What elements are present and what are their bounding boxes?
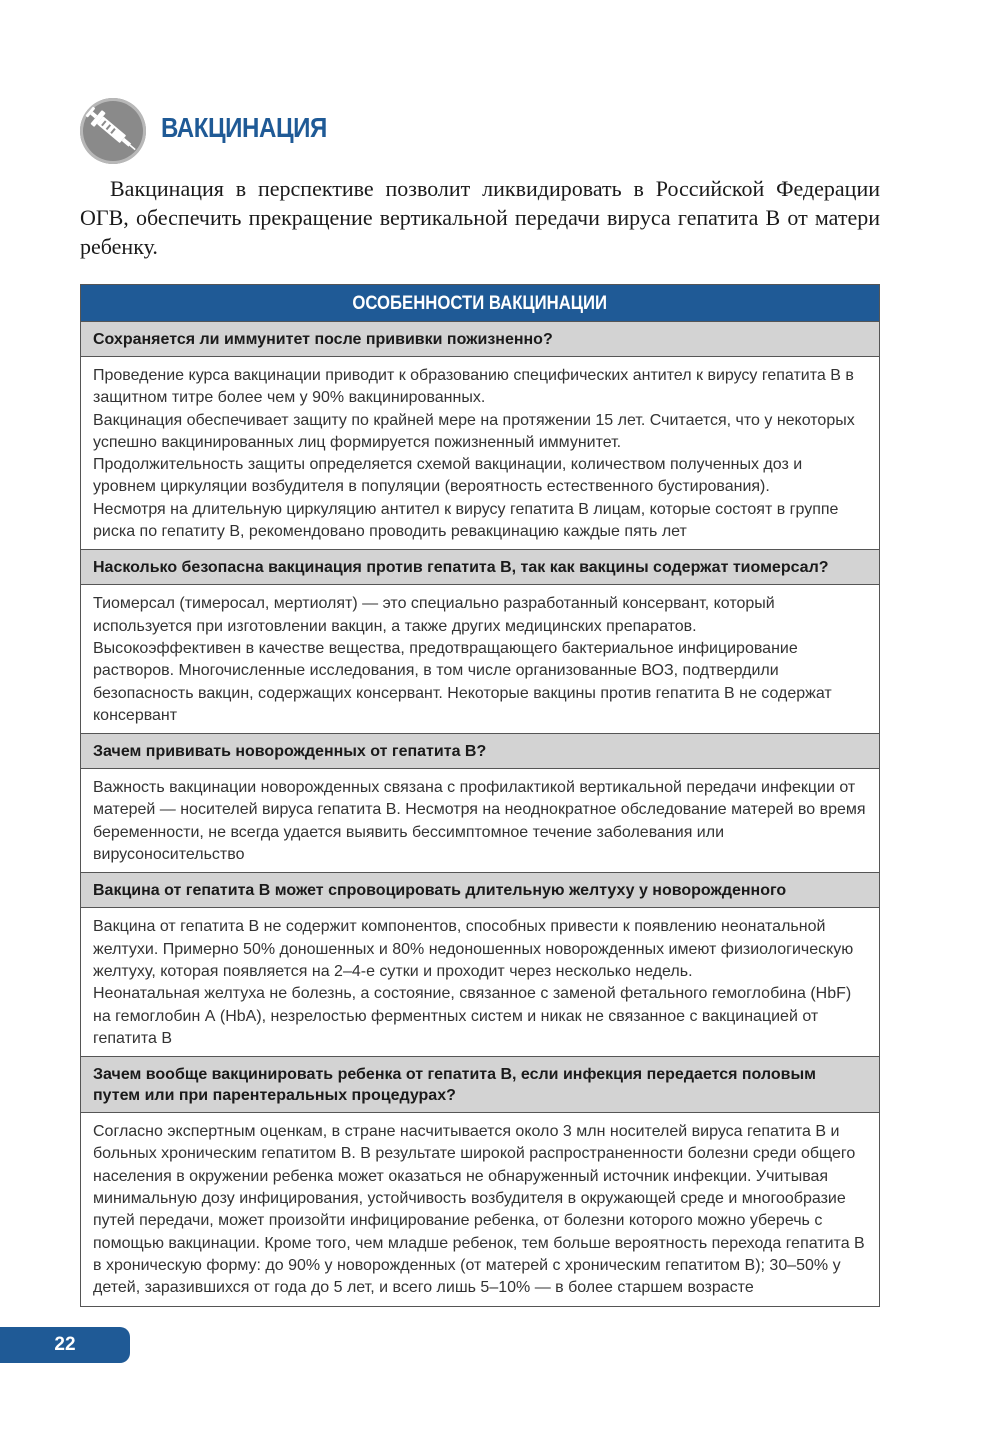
faq-answer [81, 908, 879, 1057]
faq-table-title: ОСОБЕННОСТИ ВАКЦИНАЦИИ [81, 285, 879, 322]
faq-table [80, 284, 880, 1307]
answer-paragraph: Высокоэффективен в качестве вещества, предотвращающего бактериальное инфицирование растворов. Многочисленные исследования, в том числе организованные ВОЗ, подтвердили безопасность вакцин, содержащих консервант. Некоторые вакцины против гепатита В не содержат консервант [93, 639, 832, 724]
answer-paragraph: Тиомерсал (тимеросал, мертиолят) — это специально разработанный консервант, который используется при изготовлении вакцин, а также других медицинских препаратов. [93, 595, 775, 635]
page-number: 22 [0, 1327, 130, 1363]
faq-answer [81, 357, 879, 550]
faq-answer [81, 585, 879, 734]
intro-paragraph: Вакцинация в перспективе позволит ликвидировать в Российской Федерации ОГВ, обеспечить прекращение вертикальной передачи вируса гепатита В от матери ребенку. [80, 176, 880, 259]
faq-answer [81, 769, 879, 873]
faq-question: Насколько безопасна вакцинация против гепатита В, так как вакцины содержат тиомерсал? [81, 550, 879, 585]
answer-paragraph: Согласно экспертным оценкам, в стране насчитывается около 3 млн носителей вируса гепатита В и больных хроническим гепатитом В. В результате широкой распространенности болезни среди общего населения в окружении ребенка может оказаться не обнаруженный источник инфекции. Учитывая минимальную дозу инфицирования, устойчивость возбудителя в окружающей среде и многообразие путей передачи, может произойти инфицирование ребенка, от болезни которого можно уберечь с помощью вакцинации. Кроме того, чем младше ребенок, тем больше вероятность перехода гепатита В в хроническую форму: до 90% у новорожденных (от матерей с хроническим гепатитом В); 30–50% у детей, заразившихся от года до 5 лет, и всего лишь 5–10% — в более старшем возрасте [93, 1123, 865, 1297]
page-title: ВАКЦИНАЦИЯ [161, 112, 327, 143]
answer-paragraph: Продолжительность защиты определяется схемой вакцинации, количеством полученных доз и уровнем циркуляции возбудителя в популяции (вероятность естественного бустирования). [93, 456, 803, 496]
answer-paragraph: Вакцина от гепатита В не содержит компонентов, способных привести к появлению неонатальной желтухи. Примерно 50% доношенных и 80% недоношенных новорожденных имеют физиологическую желтуху, которая появляется на 2–4-е сутки и проходит через несколько недель. [93, 918, 854, 980]
answer-paragraph: Вакцинация обеспечивает защиту по крайней мере на протяжении 15 лет. Считается, что у некоторых успешно вакцинированных лиц формируется пожизненный иммунитет. [93, 411, 855, 451]
faq-answer [81, 1113, 879, 1305]
faq-question: Зачем вообще вакцинировать ребенка от гепатита В, если инфекция передается половым путем или при парентеральных процедурах? [81, 1057, 879, 1113]
answer-paragraph: Важность вакцинации новорожденных связана с профилактикой вертикальной передачи инфекции от матерей — носителей вируса гепатита В. Несмотря на неоднократное обследование матерей во время беременности, не всегда удается выявить бессимптомное течение заболевания или вирусоносительство [93, 779, 866, 864]
answer-paragraph: Неонатальная желтуха не болезнь, а состояние, связанное с заменой фетального гемоглобина (HbF) на гемоглобин А (HbA), незрелостью ферментных систем и никак не связанное с вакцинацией от гепатита В [93, 985, 852, 1047]
answer-paragraph: Несмотря на длительную циркуляцию антител к вирусу гепатита В лицам, которые состоят в группе риска по гепатиту В, рекомендовано проводить ревакцинацию каждые пять лет [93, 500, 839, 541]
answer-paragraph: Проведение курса вакцинации приводит к образованию специфических антител к вирусу гепатита В в защитном титре более чем у 90% вакцинированных. [93, 367, 854, 407]
faq-question: Вакцина от гепатита В может спровоцировать длительную желтуху у новорожденного [81, 873, 879, 908]
faq-question: Зачем прививать новорожденных от гепатита В? [81, 734, 879, 769]
faq-question: Сохраняется ли иммунитет после прививки пожизненно? [81, 322, 879, 357]
syringe-icon [80, 98, 146, 164]
